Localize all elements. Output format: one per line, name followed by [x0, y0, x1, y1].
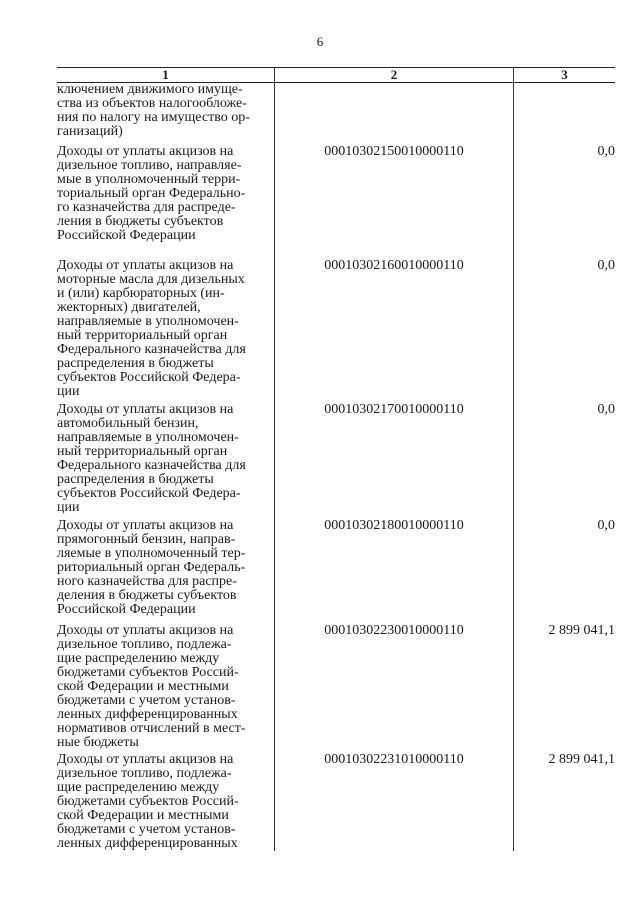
revenue-name: ключением движимого имуще- ства из объектов налогообложе- ния по налогу на имущество ор- ганизаций) [57, 82, 250, 139]
revenue-value: 0,0 [514, 519, 616, 624]
table-row [57, 403, 615, 519]
revenue-value: 2 899 041,1 [514, 624, 616, 753]
budget-revenue-table [57, 67, 615, 851]
revenue-value [514, 83, 616, 146]
revenue-name: Доходы от уплаты акцизов на дизельное топливо, подлежа- щие распределению между бюджетами субъектов Россий- ской Федерации и местными бюджетами с учетом установ- ленных дифференцированных [57, 752, 239, 851]
revenue-value: 0,0 [514, 145, 616, 259]
revenue-code: 00010302230010000110 [275, 624, 514, 753]
revenue-code: 00010302180010000110 [275, 519, 514, 624]
table-row [57, 145, 615, 259]
table-row [57, 259, 615, 403]
revenue-name: Доходы от уплаты акцизов на автомобильный бензин, направляемые в уполномочен- ный территориальный орган Федерального казначейства для распределения в бюджеты субъектов Российской Федера- ции [57, 402, 246, 515]
header-row [57, 68, 615, 83]
table-row [57, 519, 615, 624]
revenue-code: 00010302231010000110 [275, 753, 514, 851]
table-row [57, 83, 615, 146]
revenue-name: Доходы от уплаты акцизов на дизельное топливо, подлежа- щие распределению между бюджетами субъектов Россий- ской Федерации и местными бюджетами с учетом установ- ленных дифференцированных нормативов отчислений в мест- ные бюджеты [57, 623, 246, 750]
column-header-2: 2 [275, 68, 514, 83]
revenue-code: 00010302150010000110 [275, 145, 514, 259]
column-header-3: 3 [514, 68, 616, 83]
revenue-name: Доходы от уплаты акцизов на дизельное топливо, направляе- мые в уполномоченный терри- ториальный орган Федерально- го казначейства для распреде- ления в бюджеты субъектов Российской Федерации [57, 144, 246, 243]
revenue-name: Доходы от уплаты акцизов на моторные масла для дизельных и (или) карбюраторных (ин- жекторных) двигателей, направляемые в уполномочен- ный территориальный орган Федерального казначейства для распределения в бюджеты субъектов Российской Федера- ции [57, 258, 246, 399]
table-row [57, 624, 615, 753]
table-row [57, 753, 615, 851]
page-number: 6 [316, 34, 324, 49]
revenue-code: 00010302160010000110 [275, 259, 514, 403]
revenue-value: 0,0 [514, 259, 616, 403]
revenue-code: 00010302170010000110 [275, 403, 514, 519]
column-header-1: 1 [57, 68, 275, 83]
revenue-name: Доходы от уплаты акцизов на прямогонный бензин, направ- ляемые в уполномоченный тер- риториальный орган Федераль- ного казначейства для распре- деления в бюджеты субъектов Российской Федерации [57, 518, 246, 617]
revenue-code [275, 83, 514, 146]
revenue-value: 0,0 [514, 403, 616, 519]
revenue-value: 2 899 041,1 [514, 753, 616, 851]
